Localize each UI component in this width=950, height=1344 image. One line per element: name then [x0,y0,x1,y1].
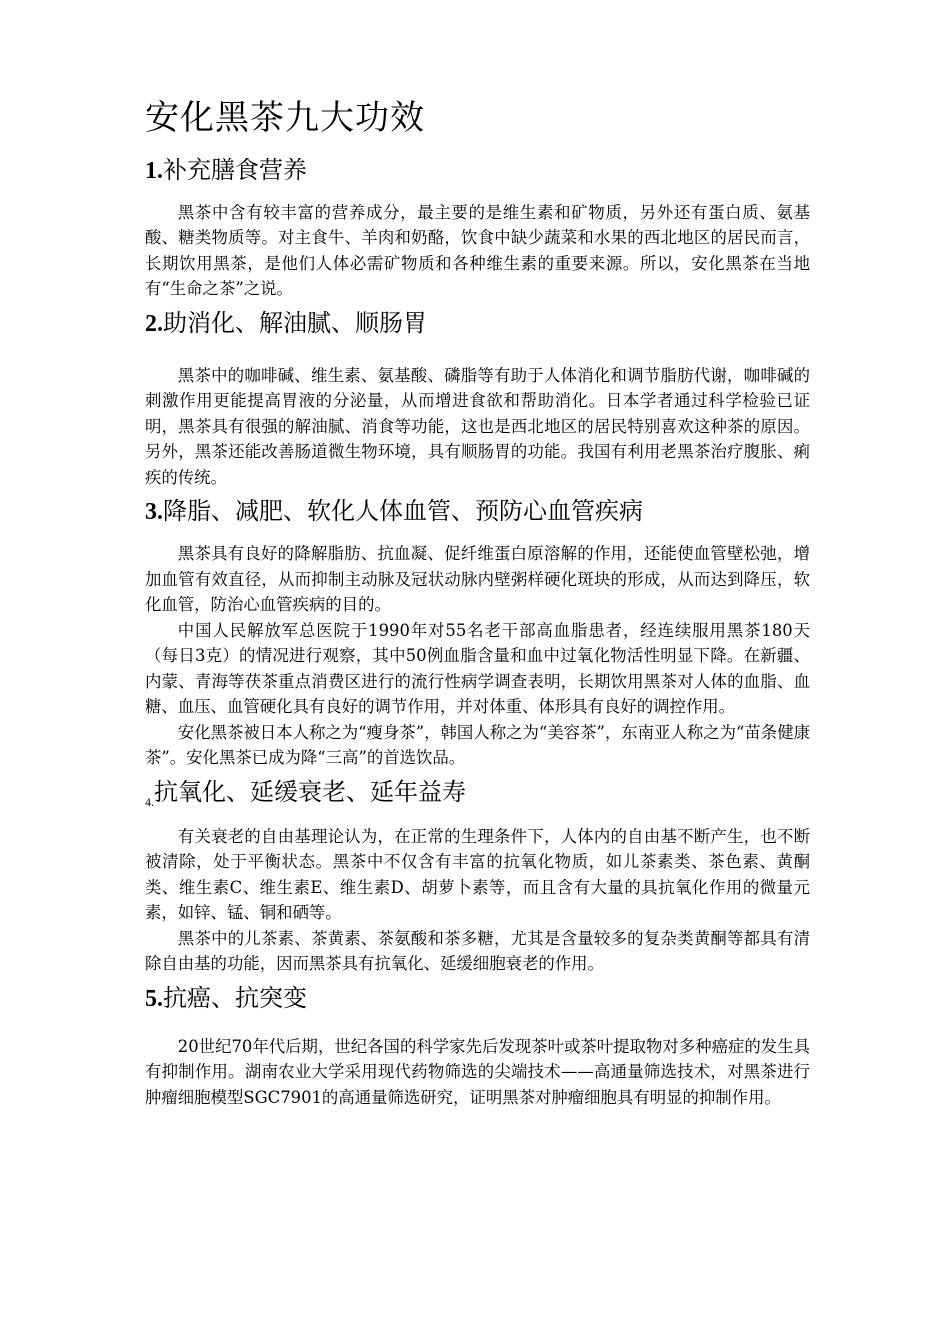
section-1 [145,155,810,302]
paragraph: 中国人民解放军总医院于1990年对55名老干部高血脂患者，经连续服用黑茶180天（每日3克）的情况进行观察，其中50例血脂含量和血中过氧化物活性明显下降。在新疆、内蒙、青海等茯茶重点消费区进行的流行性病学调查表明，长期饮用黑茶对人体的血脂、血糖、血压、血管硬化具有良好的调节作用，并对体重、体形具有良好的调控作用。 [145,620,810,717]
section-title: 抗癌、抗突变 [163,983,307,1012]
paragraph: 黑茶中含有较丰富的营养成分，最主要的是维生素和矿物质，另外还有蛋白质、氨基酸、糖类物质等。对主食牛、羊肉和奶酪，饮食中缺少蔬菜和水果的西北地区的居民而言，长期饮用黑茶，是他们人体必需矿物质和各种维生素的重要来源。所以，安化黑茶在当地有“生命之茶”之说。 [145,202,810,299]
document-title: 安化黑茶九大功效 [145,98,425,138]
section-title: 补充膳食营养 [163,155,307,184]
section-heading [145,777,810,810]
section-heading [145,983,810,1014]
section-heading [145,155,810,186]
paragraph: 黑茶中的咖啡碱、维生素、氨基酸、磷脂等有助于人体消化和调节脂肪代谢，咖啡碱的刺激作用更能提高胃液的分泌量，从而增进食欲和帮助消化。日本学者通过科学检验已证明，黑茶具有很强的解油腻、消食等功能，这也是西北地区的居民特别喜欢这种茶的原因。另外，黑茶还能改善肠道微生物环境，具有顺肠胃的功能。我国有利用老黑茶治疗腹胀、痢疾的传统。 [145,365,810,487]
section-heading [145,496,810,527]
paragraph: 黑茶具有良好的降解脂肪、抗血凝、促纤维蛋白原溶解的作用，还能使血管壁松弛，增加血管有效直径，从而抑制主动脉及冠状动脉内壁粥样硬化斑块的形成，从而达到降压，软化血管，防治心血管疾病的目的。 [145,544,810,615]
section-number: 5. [145,985,163,1012]
document-page [145,98,810,1116]
section-number: 1. [145,157,163,184]
section-2 [145,308,810,491]
section-4 [145,777,810,977]
paragraph: 安化黑茶被日本人称之为“瘦身茶”，韩国人称之为“美容茶”，东南亚人称之为“苗条健康茶”。安化黑茶已成为降“三高”的首选饮品。 [145,722,810,768]
section-5 [145,983,810,1111]
section-title: 降脂、减肥、软化人体血管、预防心血管疾病 [163,497,643,526]
section-number: 4. [145,794,154,809]
paragraph: 20世纪70年代后期，世纪各国的科学家先后发现茶叶或茶叶提取物对多种癌症的发生具有抑制作用。湖南农业大学采用现代药物筛选的尖端技术——高通量筛选技术，对黑茶进行肿瘤细胞模型SGC7901的高通量筛选研究，证明黑茶对肿瘤细胞具有明显的抑制作用。 [145,1036,810,1107]
section-title: 助消化、解油腻、顺肠胃 [163,308,427,337]
section-number: 2. [145,310,163,337]
section-heading [145,308,810,339]
section-number: 3. [145,499,163,526]
paragraph: 黑茶中的儿茶素、茶黄素、茶氨酸和茶多糖，尤其是含量较多的复杂类黄酮等都具有清除自由基的功能，因而黑茶具有抗氧化、延缓细胞衰老的作用。 [145,928,810,974]
section-3 [145,496,810,771]
section-title: 抗氧化、延缓衰老、延年益寿 [154,777,466,806]
paragraph: 有关衰老的自由基理论认为，在正常的生理条件下，人体内的自由基不断产生，也不断被清除，处于平衡状态。黑茶中不仅含有丰富的抗氧化物质，如儿茶素类、茶色素、黄酮类、维生素C、维生素E、维生素D、胡萝卜素等，而且含有大量的具抗氧化作用的微量元素，如锌、锰、铜和硒等。 [145,826,810,923]
